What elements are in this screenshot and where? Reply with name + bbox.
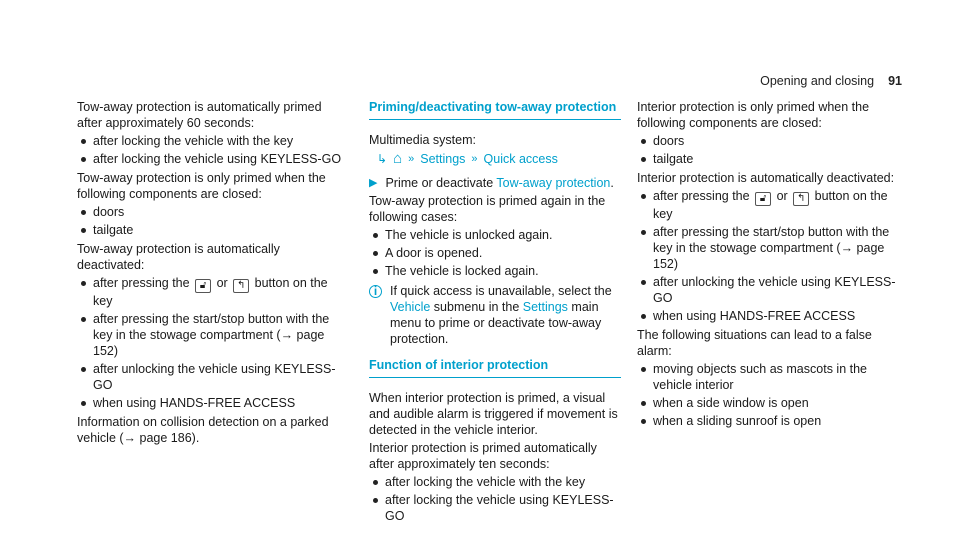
- bullet-list: [637, 133, 907, 167]
- paragraph: Tow-away protection is primed again in the following cases:: [369, 194, 606, 224]
- list-item: when a side window is open: [637, 395, 907, 411]
- list-item: after pressing the 🔓︎ or ↰ button on the key: [637, 188, 907, 222]
- list-item: doors: [637, 133, 907, 149]
- list-item: after pressing the 🔓︎ or ↰ button on the key: [77, 275, 345, 309]
- tow-away-protection-link[interactable]: Tow-away protection: [496, 176, 611, 190]
- list-item: tailgate: [77, 222, 345, 238]
- paragraph: Tow-away protection is automatically primed after approximately 60 seconds:: [77, 100, 322, 130]
- section-heading: Function of interior protection: [369, 357, 621, 378]
- paragraph: Interior protection is primed automatically after approximately ten seconds:: [369, 441, 597, 471]
- column-3: [637, 99, 907, 432]
- section-heading: Priming/deactivating tow-away protection: [369, 99, 621, 120]
- chevron-icon: »: [471, 153, 478, 165]
- note: i If quick access is unavailable, select the Vehicle submenu in the Settings main menu to prime or deactivate tow-away protection.: [369, 283, 621, 347]
- list-item: after locking the vehicle with the key: [77, 133, 345, 149]
- bullet-list: [637, 361, 907, 429]
- bullet-list: [77, 133, 345, 167]
- instruction-arrow-icon: ▶: [369, 177, 378, 189]
- paragraph: When interior protection is primed, a visual and audible alarm is triggered if movement is detected in the vehicle interior.: [369, 391, 618, 437]
- page-header: [760, 74, 902, 88]
- tailgate-key-icon: ↰: [233, 279, 249, 293]
- bullet-list: [369, 474, 621, 524]
- list-item: after unlocking the vehicle using KEYLESS-GO: [77, 361, 345, 393]
- info-icon: i: [369, 285, 382, 298]
- paragraph: Interior protection is automatically deactivated:: [637, 171, 895, 185]
- paragraph: The following situations can lead to a false alarm:: [637, 328, 872, 358]
- unlock-key-icon: 🔓︎: [195, 279, 211, 293]
- list-item: after pressing the start/stop button with the key in the stowage compartment (→ page 152): [637, 224, 907, 272]
- list-item: after pressing the start/stop button with the key in the stowage compartment (→ page 152): [77, 311, 345, 359]
- list-item: after locking the vehicle using KEYLESS-GO: [369, 492, 621, 524]
- list-item: A door is opened.: [369, 245, 621, 261]
- column-2: [369, 99, 621, 527]
- menu-path: [377, 151, 621, 167]
- list-item: after locking the vehicle with the key: [369, 474, 621, 490]
- chevron-icon: »: [408, 153, 415, 165]
- unlock-key-icon: 🔓︎: [755, 192, 771, 206]
- vehicle-link[interactable]: Vehicle: [390, 300, 431, 314]
- list-item: after locking the vehicle using KEYLESS-GO: [77, 151, 345, 167]
- list-item: The vehicle is unlocked again.: [369, 227, 621, 243]
- section-title: Opening and closing: [760, 74, 875, 88]
- home-icon: ⌂: [393, 150, 403, 167]
- list-item: tailgate: [637, 151, 907, 167]
- list-item: when using HANDS-FREE ACCESS: [77, 395, 345, 411]
- bullet-list: [637, 188, 907, 324]
- list-item: moving objects such as mascots in the vehicle interior: [637, 361, 907, 393]
- arrow-icon: ↳: [377, 152, 388, 166]
- bullet-list: [77, 204, 345, 238]
- list-item: when using HANDS-FREE ACCESS: [637, 308, 907, 324]
- paragraph: Interior protection is only primed when the following components are closed:: [637, 100, 870, 130]
- column-1: [77, 99, 345, 448]
- settings-link[interactable]: Settings: [522, 300, 568, 314]
- bullet-list: [77, 275, 345, 411]
- bullet-list: [369, 227, 621, 279]
- list-item: doors: [77, 204, 345, 220]
- list-item: when a sliding sunroof is open: [637, 413, 907, 429]
- paragraph: Information on collision detection on a parked vehicle (→ page 186).: [77, 415, 329, 445]
- page-number: 91: [888, 74, 902, 88]
- list-item: after unlocking the vehicle using KEYLESS-GO: [637, 274, 907, 306]
- menu-quick-access[interactable]: Quick access: [483, 152, 558, 166]
- paragraph: Tow-away protection is only primed when the following components are closed:: [77, 171, 326, 201]
- instruction: ▶ Prime or deactivate Tow-away protection.: [369, 176, 614, 190]
- paragraph: Multimedia system:: [369, 133, 476, 147]
- tailgate-key-icon: ↰: [793, 192, 809, 206]
- menu-settings[interactable]: Settings: [420, 152, 466, 166]
- list-item: The vehicle is locked again.: [369, 263, 621, 279]
- paragraph: Tow-away protection is automatically deactivated:: [77, 242, 280, 272]
